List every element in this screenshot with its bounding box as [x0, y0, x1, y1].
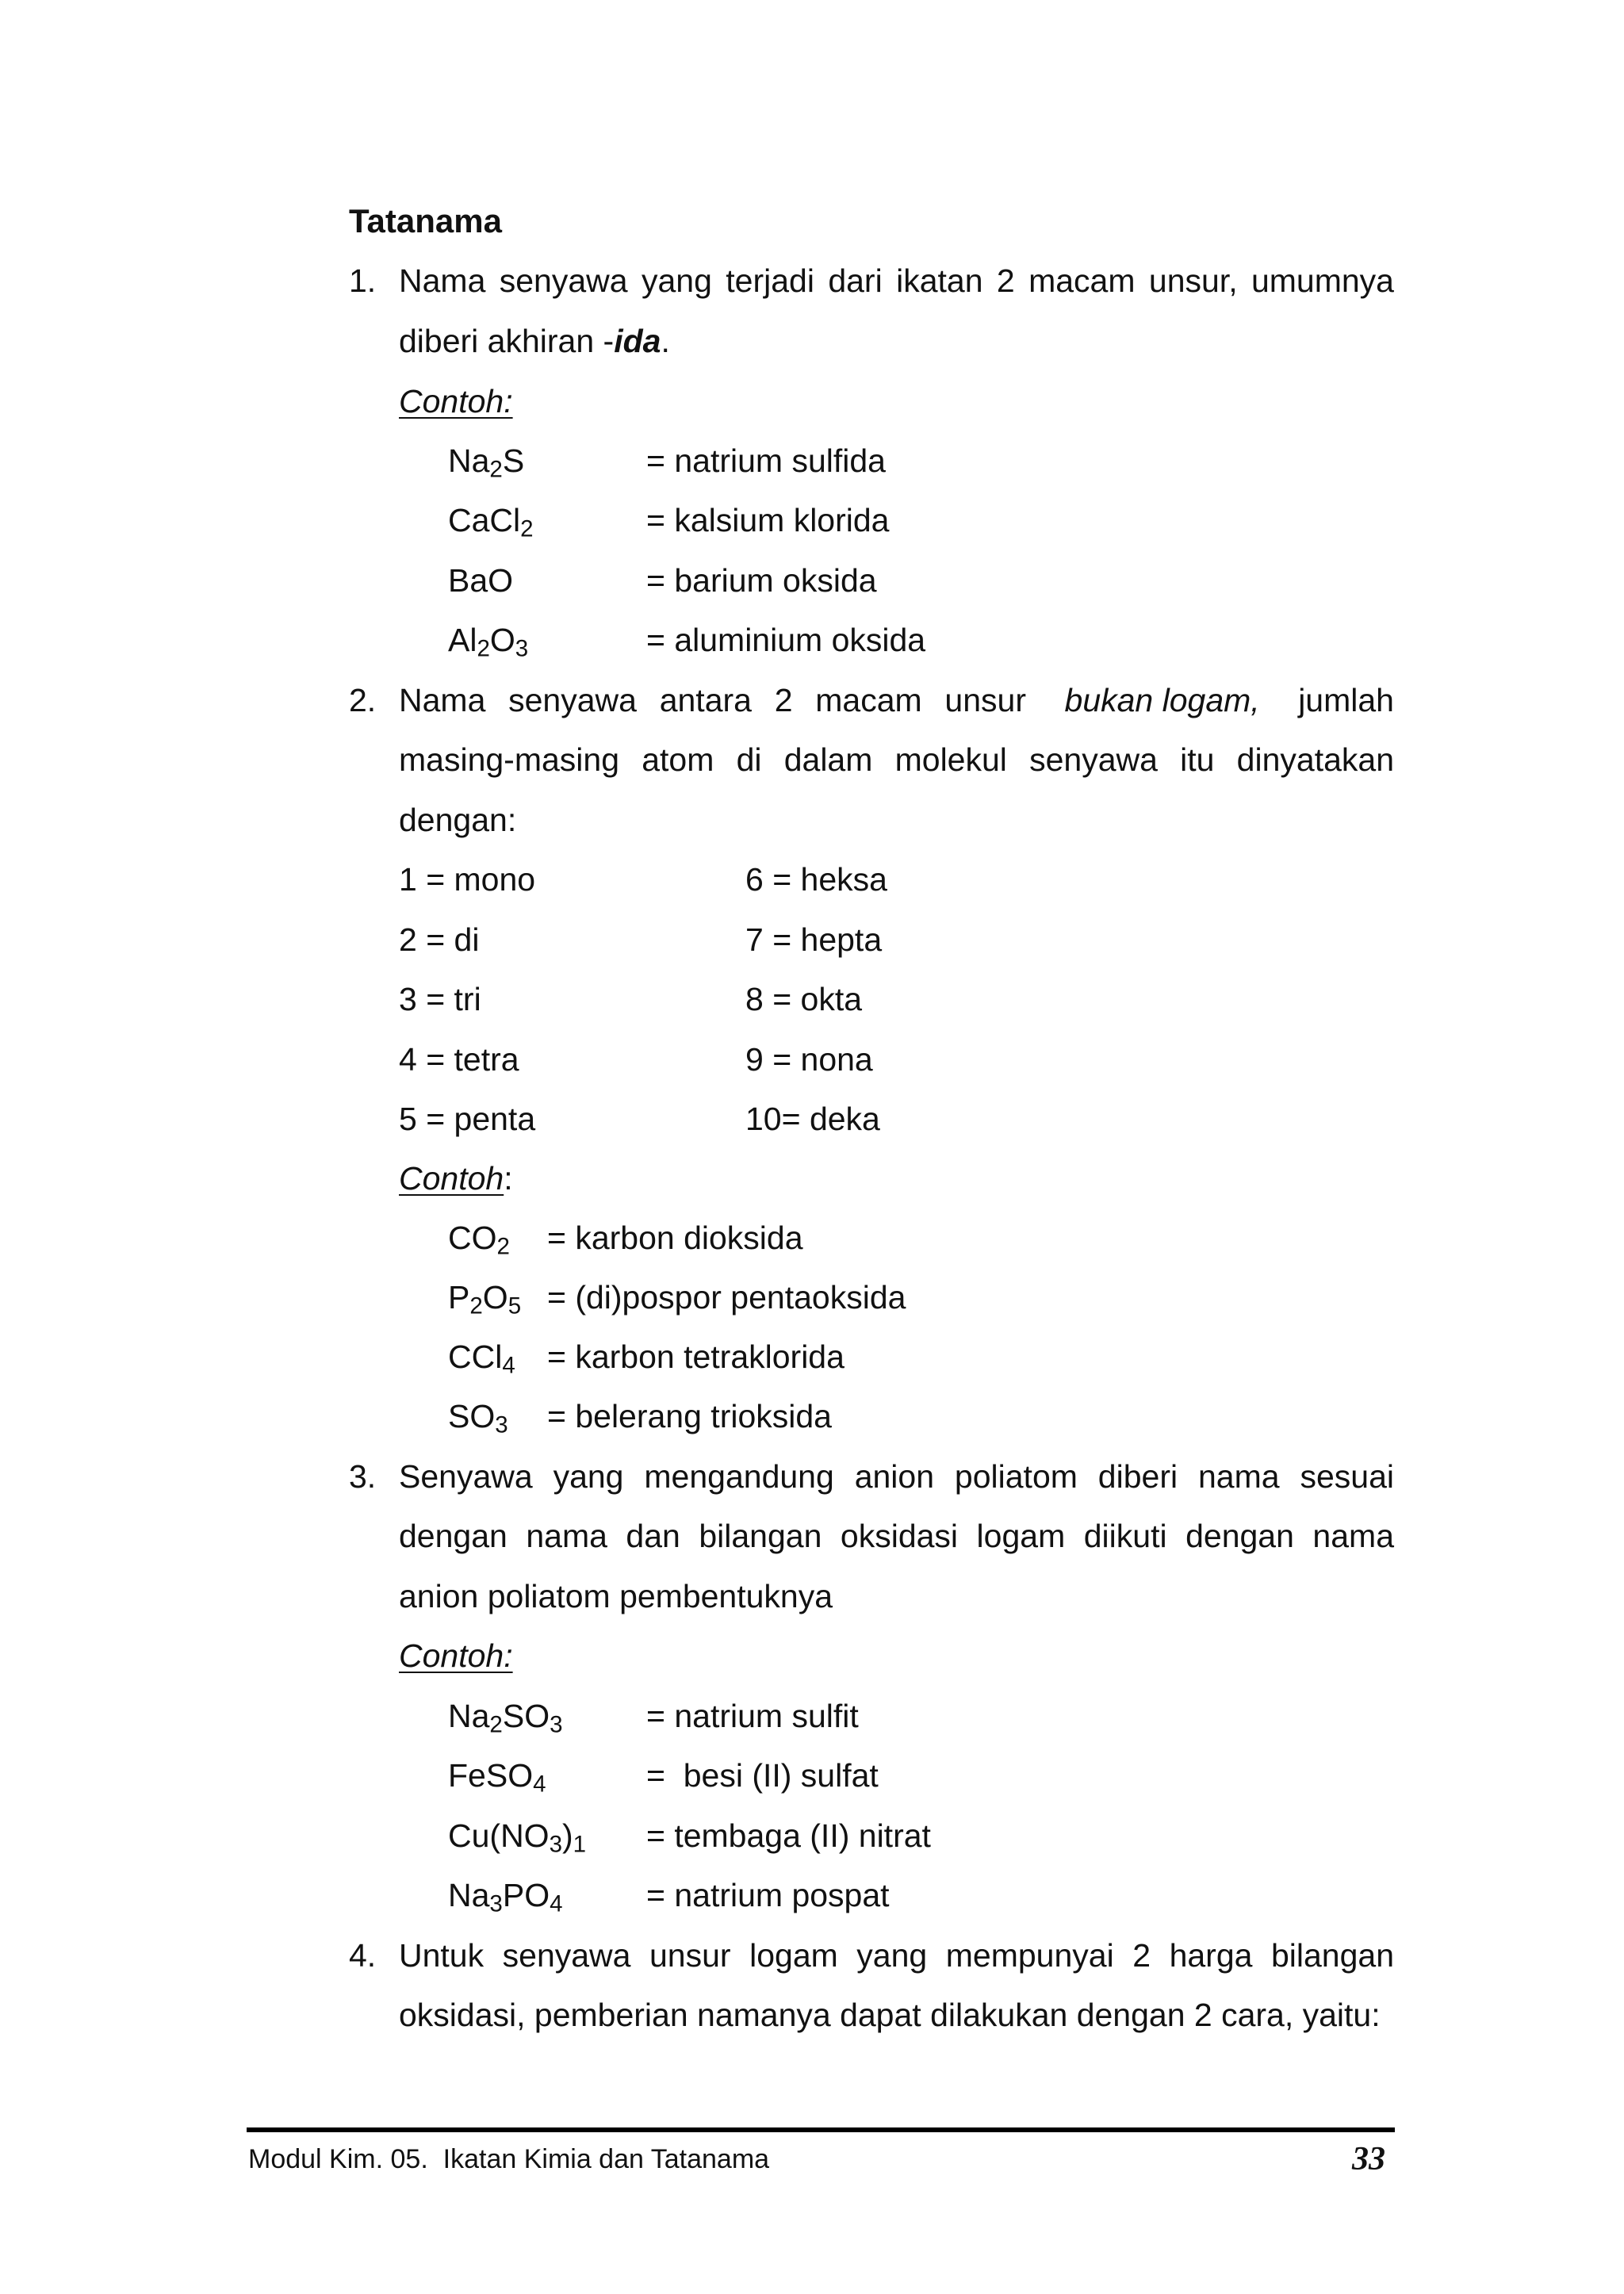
prefix-entry: 1 = mono: [399, 861, 536, 898]
compound-name: = kalsium klorida: [646, 502, 890, 538]
suffix-emphasis: ida: [614, 323, 661, 359]
footer-rule: [247, 2127, 1395, 2132]
prefix-entry: 8 = okta: [745, 981, 863, 1017]
chemical-formula: $Cu(NO_3)_1$: [448, 1817, 587, 1858]
chemical-formula: BaO: [448, 562, 514, 599]
prefix-entry: 4 = tetra: [399, 1041, 519, 1078]
chemical-formula: $Na_2S$: [448, 442, 525, 483]
item-text-line: masing-masing atom di dalam molekul senyawa itu dinyatakan: [399, 741, 1394, 778]
compound-name: = belerang trioksida: [547, 1398, 832, 1434]
compound-name: = natrium sulfit: [646, 1698, 859, 1734]
item-text-line: Untuk senyawa unsur logam yang mempunyai 2 harga bilangan: [399, 1937, 1394, 1974]
chemical-formula: $P_2O_5$: [448, 1279, 522, 1319]
chemical-formula: $CO_2$: [448, 1220, 510, 1260]
page-number: 33: [1352, 2141, 1385, 2177]
prefix-entry: 3 = tri: [399, 981, 481, 1017]
item-number: 2.: [349, 682, 377, 718]
compound-name: = (di)pospor pentaoksida: [547, 1279, 906, 1316]
item-number: 3.: [349, 1458, 377, 1495]
prefix-entry: 10= deka: [745, 1101, 880, 1137]
compound-name: = natrium pospat: [646, 1877, 890, 1913]
item-text-line: diberi akhiran -ida.: [399, 323, 670, 359]
prefix-entry: 6 = heksa: [745, 861, 887, 898]
prefix-entry: 7 = hepta: [745, 921, 883, 958]
emphasis-text: bukan logam,: [1064, 682, 1260, 718]
prefix-entry: 9 = nona: [745, 1041, 873, 1078]
prefix-entry: 2 = di: [399, 921, 480, 958]
section-heading: Tatanama: [349, 202, 502, 239]
example-label: Contoh:: [399, 1160, 513, 1197]
chemical-formula: CaCl$_2$: [448, 502, 534, 542]
compound-name: = barium oksida: [646, 562, 877, 599]
compound-name: = aluminium oksida: [646, 622, 926, 658]
chemical-formula: $Al_2O_3$: [448, 622, 529, 662]
compound-name: = tembaga (II) nitrat: [646, 1817, 931, 1854]
item-number: 4.: [349, 1937, 377, 1974]
example-label: Contoh:: [399, 1637, 513, 1674]
chemical-formula: $Na_2SO_3$: [448, 1698, 563, 1738]
item-text-line: Nama senyawa yang terjadi dari ikatan 2 macam unsur, umumnya: [399, 262, 1394, 299]
item-text-line: Senyawa yang mengandung anion poliatom diberi nama sesuai: [399, 1458, 1394, 1495]
prefix-entry: 5 = penta: [399, 1101, 536, 1137]
chemical-formula: $SO_3$: [448, 1398, 508, 1438]
footer-title: Modul Kim. 05. Ikatan Kimia dan Tatanama: [248, 2144, 770, 2174]
item-text-line: dengan nama dan bilangan oksidasi logam diikuti dengan nama: [399, 1518, 1394, 1554]
item-text-line: Nama senyawa antara 2 macam unsur bukan logam, jumlah: [399, 682, 1394, 718]
compound-name: = besi (II) sulfat: [646, 1757, 879, 1794]
compound-name: = natrium sulfida: [646, 442, 886, 479]
chemical-formula: FeSO$_4$: [448, 1757, 546, 1798]
item-text-line: oksidasi, pemberian namanya dapat dilakukan dengan 2 cara, yaitu:: [399, 1997, 1381, 2033]
item-text-line: dengan:: [399, 802, 517, 838]
compound-name: = karbon tetraklorida: [547, 1338, 845, 1375]
item-text-line: anion poliatom pembentuknya: [399, 1578, 833, 1614]
item-number: 1.: [349, 262, 377, 299]
chemical-formula: CCl$_4$: [448, 1338, 515, 1379]
chemical-formula: $Na_3PO_4$: [448, 1877, 563, 1917]
compound-name: = karbon dioksida: [547, 1220, 803, 1256]
example-label: Contoh:: [399, 383, 513, 419]
